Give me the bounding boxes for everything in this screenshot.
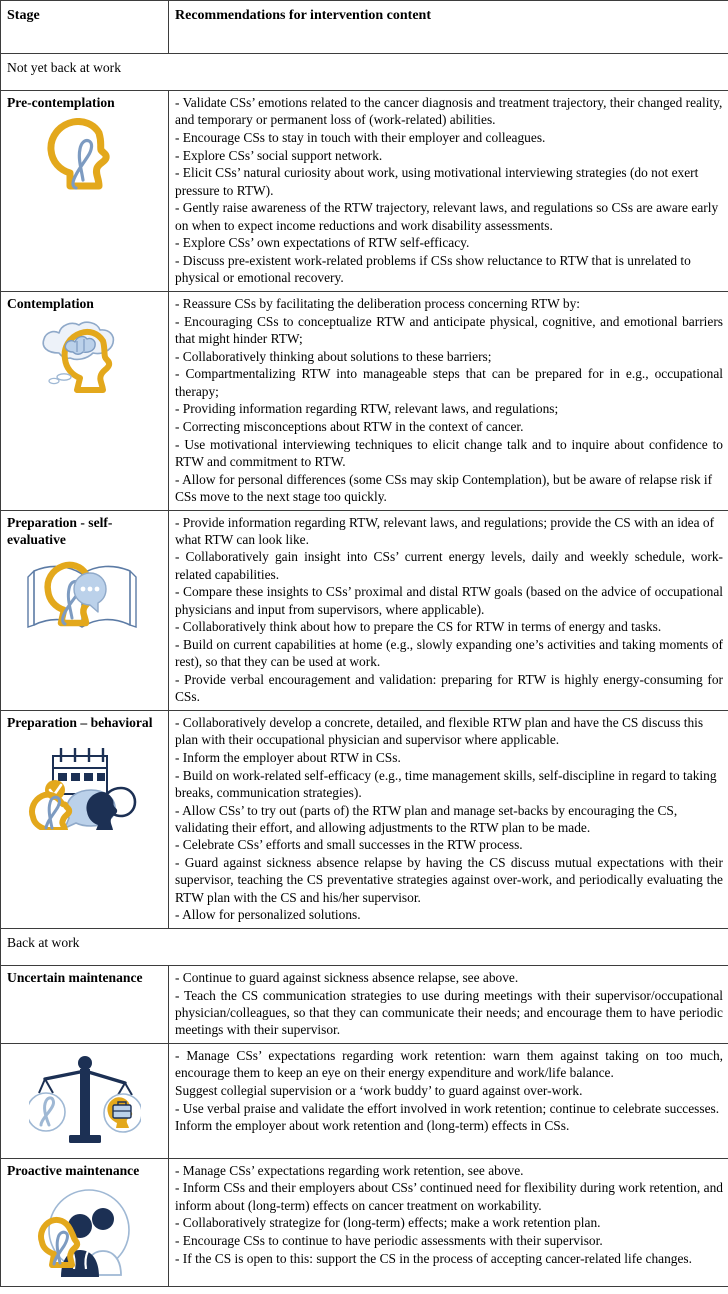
list-item: - Manage CSs’ expectations regarding work retention: warn them against taking on too much, encourage them to keep an eye on their energy expenditure and work/life balance.: [175, 1047, 723, 1081]
list-item: - Compartmentalizing RTW into manageable steps that can be prepared for in e.g., occupational therapy;: [175, 366, 723, 399]
recommendation-list: [175, 969, 723, 1038]
list-item: - Collaboratively think about how to prepare the CS for RTW in terms of energy and tasks.: [175, 619, 662, 635]
stage-label: Uncertain maintenance: [7, 970, 143, 986]
list-item: - Guard against sickness absence relapse by having the CS discuss mutual expectations with their supervisor, teaching the CS preventative strategies against over-work, and periodically evaluating the RTW plan with the CS and his/her supervisor.: [175, 855, 723, 905]
stage-cell-uncertain-maintenance-icon: [1, 1043, 169, 1158]
thought-cloud-brain-head-icon: [7, 319, 163, 400]
list-item: - Allow CSs’ to try out (parts of) the RTW plan and manage set-backs by encouraging the CS, validating their effort, and allowing adjustments to the RTW plan to be made.: [175, 802, 678, 835]
column-header-stage: Stage: [1, 1, 169, 54]
list-item: - Elicit CSs’ natural curiosity about work, using motivational interviewing strategies (do not exert pressure to RTW).: [175, 165, 699, 198]
list-item: - Compare these insights to CSs’ proximal and distal RTW goals (based on the advice of occupational physicians and input from supervisors, where applicable).: [175, 584, 723, 617]
group-row-back-at-work: [1, 929, 728, 966]
table-row: [1, 291, 728, 510]
list-item: - Inform the employer about RTW in CSs.: [175, 749, 401, 765]
list-item: - Reassure CSs by facilitating the deliberation process concerning RTW by:: [175, 295, 581, 311]
group-label-back-at-work: Back at work: [1, 929, 728, 966]
list-item: - Gently raise awareness of the RTW trajectory, relevant laws, and regulations so CSs are aware early on when to expect income reductions and work disability assessments.: [175, 200, 719, 233]
list-item: - Discuss pre-existent work-related problems if CSs show reluctance to RTW that is unrelated to physical or emotional recovery.: [175, 252, 691, 286]
list-item: Inform the employer about work retention and (long-term) effects in CSs.: [175, 1118, 570, 1134]
recommendations-cell-preparation-self-evaluative: [169, 510, 728, 710]
list-item: - If the CS is open to this: support the CS in the process of accepting cancer-related life changes.: [175, 1250, 692, 1266]
list-item: - Inform CSs and their employers about CSs’ continued need for flexibility during work retention, and inform about (long-term) effects on cancer treatment on workability.: [175, 1180, 723, 1213]
list-item: - Encourage CSs to stay in touch with their employer and colleagues.: [175, 129, 546, 145]
group-label-not-yet-back-at-work: Not yet back at work: [1, 54, 728, 91]
list-item: - Collaboratively thinking about solutions to these barriers;: [175, 348, 492, 364]
recommendation-list: [175, 1047, 723, 1135]
list-item: - Collaboratively strategize for (long-term) effects; make a work retention plan.: [175, 1215, 601, 1231]
calendar-checkmark-speech-bubbles-icon: [7, 738, 163, 835]
recommendation-list: [175, 514, 723, 706]
list-item: Suggest collegial supervision or a ‘work buddy’ to guard against over-work.: [175, 1082, 583, 1098]
recommendations-cell-uncertain-maintenance-cont: [169, 1043, 728, 1158]
list-item: - Build on work-related self-efficacy (e.g., time management skills, self-discipline in regard to taking breaks, communication strategies).: [175, 767, 717, 800]
list-item: - Manage CSs’ expectations regarding work retention, see above.: [175, 1162, 524, 1178]
stage-label: Contemplation: [7, 295, 94, 311]
stage-cell-uncertain-maintenance: [1, 966, 169, 1044]
list-item: - Continue to guard against sickness absence relapse, see above.: [175, 970, 519, 986]
recommendation-list: [175, 1162, 723, 1267]
table-row: [1, 710, 728, 928]
table-row: [1, 966, 728, 1044]
list-item: - Provide verbal encouragement and validation: preparing for RTW is highly energy-consuming for CSs.: [175, 672, 723, 705]
head-profile-ribbon-icon: [7, 118, 163, 195]
list-item: - Collaboratively develop a concrete, detailed, and flexible RTW plan and have the CS discuss this plan with their occupational physician and supervisor where applicable.: [175, 714, 704, 748]
list-item: - Explore CSs’ own expectations of RTW self-efficacy.: [175, 235, 470, 251]
list-item: - Build on current capabilities at home (e.g., slowly expanding one’s activities and taking moments of rest), so that they can be used at work.: [175, 637, 723, 670]
stage-cell-proactive-maintenance: [1, 1158, 169, 1286]
list-item: - Use motivational interviewing techniques to elicit change talk and to inquire about confidence to RTW and commitment to RTW.: [175, 436, 723, 469]
recommendations-cell-contemplation: [169, 291, 728, 510]
stage-cell-pre-contemplation: [1, 91, 169, 292]
group-people-head-ribbon-icon: [7, 1185, 163, 1282]
stage-label: Preparation - self-evaluative: [7, 514, 113, 548]
table-row: [1, 1043, 728, 1158]
list-item: - Celebrate CSs’ efforts and small successes in the RTW process.: [175, 837, 523, 853]
list-item: - Providing information regarding RTW, relevant laws, and regulations;: [175, 401, 559, 417]
list-item: - Provide information regarding RTW, relevant laws, and regulations; provide the CS with an idea of what RTW can look like.: [175, 514, 715, 547]
table-header-row: [1, 1, 728, 54]
stage-label: Proactive maintenance: [7, 1162, 140, 1178]
stage-cell-preparation-self-evaluative: [1, 510, 169, 710]
table-row: [1, 1158, 728, 1286]
stage-cell-preparation-behavioral: [1, 710, 169, 928]
list-item: - Correcting misconceptions about RTW in the context of cancer.: [175, 418, 524, 434]
table-row: [1, 91, 728, 292]
table-row: [1, 510, 728, 710]
recommendation-list: [175, 94, 723, 286]
stage-label: Pre-contemplation: [7, 95, 115, 110]
balance-scale-ribbon-briefcase-icon: [7, 1053, 163, 1154]
recommendations-cell-proactive-maintenance: [169, 1158, 728, 1286]
stage-cell-contemplation: [1, 291, 169, 510]
recommendations-cell-preparation-behavioral: [169, 710, 728, 928]
recommendations-cell-pre-contemplation: [169, 91, 728, 292]
open-book-speech-bubble-head-icon: [7, 555, 163, 646]
column-header-recommendations: Recommendations for intervention content: [169, 1, 728, 54]
list-item: - Explore CSs’ social support network.: [175, 147, 383, 163]
list-item: - Validate CSs’ emotions related to the cancer diagnosis and treatment trajectory, their changed reality, and temporary or permanent loss of (work-related) abilities.: [175, 95, 723, 128]
list-item: - Encouraging CSs to conceptualize RTW and anticipate physical, cognitive, and emotional barriers that might hinder RTW;: [175, 313, 723, 346]
list-item: - Use verbal praise and validate the effort involved in work retention; continue to celebrate successes.: [175, 1100, 720, 1116]
list-item: - Allow for personalized solutions.: [175, 907, 361, 923]
list-item: - Encourage CSs to continue to have periodic assessments with their supervisor.: [175, 1232, 603, 1248]
recommendations-cell-uncertain-maintenance: [169, 966, 728, 1044]
table-body: [1, 1, 728, 1287]
recommendation-list: [175, 295, 723, 505]
list-item: - Teach the CS communication strategies to use during meetings with their supervisor/occupational physician/colleagues, so that they can communicate their needs; and encourage them to have periodic meetings with their supervisor.: [175, 987, 723, 1038]
list-item: - Allow for personal differences (some CSs may skip Contemplation), but be aware of relapse risk if CSs move to the next stage too quickly.: [175, 471, 713, 504]
group-row-not-yet-back-at-work: [1, 54, 728, 91]
list-item: - Collaboratively gain insight into CSs’ current energy levels, daily and weekly schedule, work-related capabilities.: [175, 549, 723, 582]
stage-label: Preparation – behavioral: [7, 714, 153, 730]
recommendation-list: [175, 714, 723, 924]
